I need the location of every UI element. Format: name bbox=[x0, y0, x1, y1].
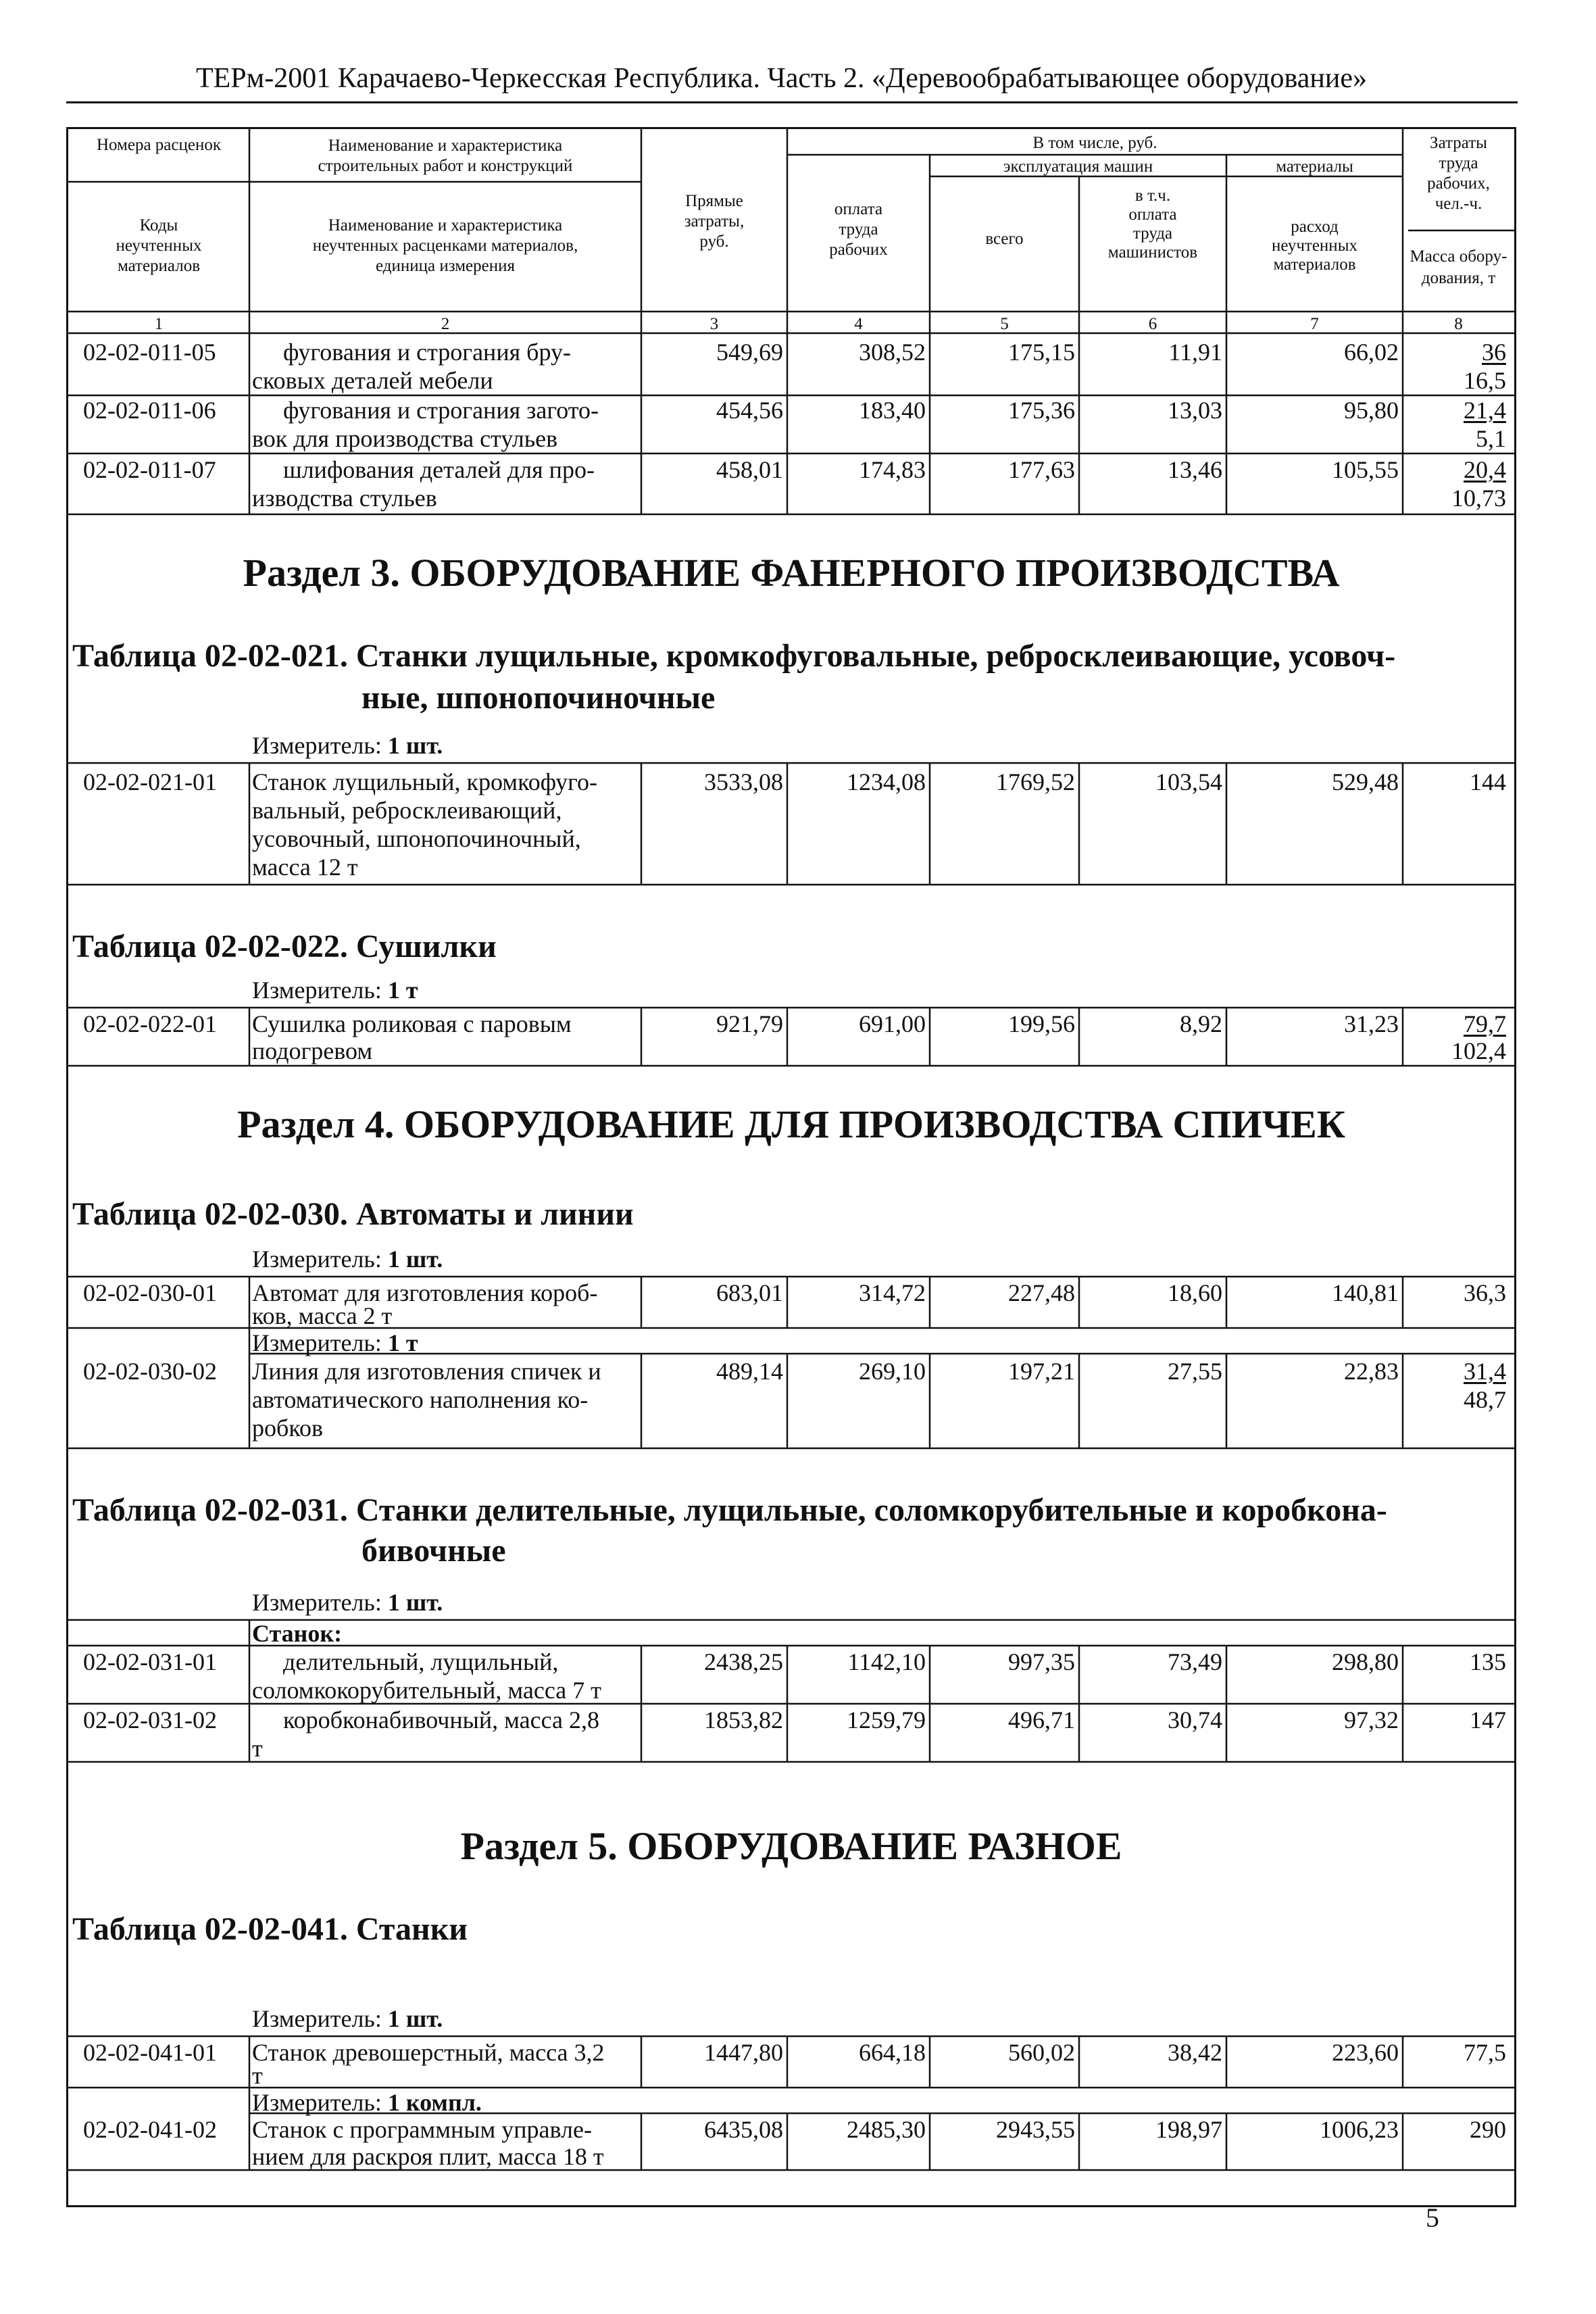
direct-cost: 3533,08 bbox=[704, 768, 783, 795]
rate-name-line2: вальный, ребросклеивающий, bbox=[252, 797, 562, 824]
col2-subheader-line3: единица измерения bbox=[375, 257, 516, 275]
col6-header-line4: машинистов bbox=[1107, 243, 1198, 262]
materials-cost: 140,81 bbox=[1332, 1279, 1399, 1306]
rate-name-line2: автоматического наполнения ко- bbox=[252, 1386, 589, 1413]
materials-cost: 97,32 bbox=[1344, 1706, 1399, 1733]
machine-total: 177,63 bbox=[1008, 456, 1075, 483]
rate-name-line2: т bbox=[252, 1735, 263, 1762]
col6-header-line2: оплата bbox=[1128, 205, 1177, 224]
materials-cost: 105,55 bbox=[1332, 456, 1399, 483]
rate-name-line1: Линия для изготовления спичек и bbox=[252, 1358, 601, 1385]
table-031-title-line1: Таблица 02-02-031. Станки делительные, лущильные, соломкорубительные и коробкона- bbox=[72, 1492, 1387, 1528]
rate-name-line1: делительный, лущильный, bbox=[283, 1648, 559, 1675]
rate-name-line2: изводства стульев bbox=[252, 485, 437, 512]
equipment-mass: 102,4 bbox=[1451, 1037, 1506, 1064]
rate-code: 02-02-021-01 bbox=[83, 768, 217, 795]
col4-header-line2: труда bbox=[839, 220, 878, 239]
machine-total: 2943,55 bbox=[996, 2116, 1075, 2143]
col7-header-line1: расход bbox=[1291, 218, 1339, 236]
materials-cost: 298,80 bbox=[1332, 1648, 1399, 1675]
machine-total: 199,56 bbox=[1008, 1010, 1075, 1037]
col1-header: Номера расценок bbox=[96, 136, 222, 154]
table-031-measure bbox=[252, 1590, 443, 1615]
machine-total: 560,02 bbox=[1008, 2039, 1075, 2066]
measure-value: 1 шт. bbox=[387, 2005, 443, 2032]
machine-total: 175,15 bbox=[1008, 339, 1075, 366]
column-number-7: 7 bbox=[1310, 315, 1319, 333]
rate-name-line2: ков, масса 2 т bbox=[252, 1302, 393, 1329]
page-number: 5 bbox=[1426, 2202, 1439, 2233]
column-number-2: 2 bbox=[441, 315, 450, 333]
col3-header-line2: затраты, bbox=[684, 212, 745, 230]
labor-cost: 308,52 bbox=[859, 339, 926, 366]
rate-code: 02-02-031-01 bbox=[83, 1648, 217, 1675]
rate-name-line1: Станок лущильный, кромкофуго- bbox=[252, 768, 598, 795]
group-header: В том числе, руб. bbox=[1032, 134, 1157, 152]
materials-cost: 223,60 bbox=[1332, 2039, 1399, 2066]
section-4-title: Раздел 4. ОБОРУДОВАНИЕ ДЛЯ ПРОИЗВОДСТВА СПИЧЕК bbox=[237, 1102, 1345, 1146]
labor-cost: 1259,79 bbox=[847, 1706, 926, 1733]
rate-code: 02-02-031-02 bbox=[83, 1706, 217, 1733]
col8-subheader-line1: Масса обору- bbox=[1410, 247, 1507, 266]
machinist-labor: 198,97 bbox=[1155, 2116, 1222, 2143]
machinist-labor: 103,54 bbox=[1155, 768, 1222, 795]
materials-cost: 66,02 bbox=[1344, 339, 1399, 366]
materials-cost: 95,80 bbox=[1344, 397, 1399, 424]
rate-code: 02-02-041-01 bbox=[83, 2039, 217, 2066]
rate-code: 02-02-030-02 bbox=[83, 1358, 217, 1385]
machinist-labor: 13,03 bbox=[1168, 397, 1222, 424]
measure-value: 1 шт. bbox=[387, 1589, 443, 1616]
direct-cost: 454,56 bbox=[716, 397, 783, 424]
rate-name-line1: фугования и строгания загото- bbox=[283, 397, 599, 424]
column-number-1: 1 bbox=[154, 315, 164, 333]
measure-label: Измеритель: bbox=[252, 732, 382, 759]
measure-label: Измеритель: bbox=[252, 1329, 382, 1356]
materials-cost: 31,23 bbox=[1344, 1010, 1399, 1037]
table-041-measure-2 bbox=[252, 2090, 482, 2115]
column-number-8: 8 bbox=[1454, 315, 1463, 333]
rate-name-line1: коробконабивочный, масса 2,8 bbox=[283, 1706, 599, 1733]
rate-name-line1: Станок древошерстный, масса 3,2 bbox=[252, 2039, 605, 2066]
materials-subheader: материалы bbox=[1276, 157, 1353, 176]
machines-subheader: эксплуатация машин bbox=[1003, 157, 1153, 176]
machinist-labor: 30,74 bbox=[1168, 1706, 1222, 1733]
labor-hours: 20,4 bbox=[1464, 456, 1506, 483]
rate-name-line1: шлифования деталей для про- bbox=[283, 456, 595, 483]
labor-hours: 135 bbox=[1470, 1648, 1506, 1675]
labor-hours: 147 bbox=[1470, 1706, 1506, 1733]
col3-header-line3: руб. bbox=[699, 232, 729, 251]
machine-total: 997,35 bbox=[1008, 1648, 1075, 1675]
col4-header-line3: рабочих bbox=[829, 241, 888, 259]
equipment-mass: 16,5 bbox=[1464, 367, 1506, 394]
rate-name-line2: подогревом bbox=[252, 1037, 373, 1064]
measure-label: Измеритель: bbox=[252, 977, 382, 1004]
col6-header-line3: труда bbox=[1132, 224, 1173, 243]
machinist-labor: 18,60 bbox=[1168, 1279, 1222, 1306]
rate-name-line3: усовочный, шпонопочиночный, bbox=[252, 825, 581, 852]
col8-subheader-line2: дования, т bbox=[1421, 269, 1496, 287]
rate-name-line1: фугования и строгания бру- bbox=[283, 339, 571, 366]
col2-header-line1: Наименование и характеристика bbox=[328, 137, 563, 155]
direct-cost: 1853,82 bbox=[704, 1706, 783, 1733]
col5-header: всего bbox=[985, 230, 1024, 248]
direct-cost: 458,01 bbox=[716, 456, 783, 483]
table-030-measure-2 bbox=[252, 1331, 418, 1355]
labor-cost: 314,72 bbox=[859, 1279, 926, 1306]
col7-header-line3: материалов bbox=[1273, 255, 1356, 274]
table-031-subheading: Станок: bbox=[252, 1620, 343, 1647]
labor-cost: 691,00 bbox=[859, 1010, 926, 1037]
rate-code: 02-02-041-02 bbox=[83, 2116, 217, 2143]
col2-subheader-line2: неучтенных расценками материалов, bbox=[312, 237, 578, 255]
table-021-title-line1: Таблица 02-02-021. Станки лущильные, кромкофуговальные, ребросклеивающие, усовоч- bbox=[72, 638, 1396, 674]
direct-cost: 921,79 bbox=[716, 1010, 783, 1037]
equipment-mass: 48,7 bbox=[1464, 1386, 1506, 1413]
direct-cost: 6435,08 bbox=[704, 2116, 783, 2143]
machinist-labor: 11,91 bbox=[1168, 339, 1222, 366]
col7-header-line2: неучтенных bbox=[1271, 237, 1357, 255]
column-number-6: 6 bbox=[1148, 315, 1157, 333]
col8-header-line1: Затраты bbox=[1430, 134, 1487, 152]
col3-header-line1: Прямые bbox=[685, 192, 743, 210]
machinist-labor: 27,55 bbox=[1168, 1358, 1222, 1385]
labor-cost: 1234,08 bbox=[847, 768, 926, 795]
rate-name-line2: соломкокорубительный, масса 7 т bbox=[252, 1677, 601, 1704]
table-041-title: Таблица 02-02-041. Станки bbox=[72, 1911, 468, 1947]
machine-total: 197,21 bbox=[1008, 1358, 1075, 1385]
col1-subheader-line1: Коды bbox=[139, 216, 178, 235]
measure-value: 1 шт. bbox=[387, 732, 443, 759]
table-021-measure bbox=[252, 733, 443, 758]
measure-label: Измеритель: bbox=[252, 1246, 382, 1273]
labor-cost: 269,10 bbox=[859, 1358, 926, 1385]
table-041-measure-1 bbox=[252, 2007, 443, 2031]
rate-name-line4: масса 12 т bbox=[252, 854, 358, 881]
rate-code: 02-02-022-01 bbox=[83, 1010, 217, 1037]
labor-hours: 21,4 bbox=[1464, 397, 1506, 424]
rate-code: 02-02-011-06 bbox=[83, 397, 216, 424]
column-number-3: 3 bbox=[709, 315, 719, 333]
machine-total: 1769,52 bbox=[996, 768, 1075, 795]
measure-value: 1 шт. bbox=[387, 1246, 443, 1273]
labor-cost: 2485,30 bbox=[847, 2116, 926, 2143]
labor-cost: 174,83 bbox=[859, 456, 926, 483]
rate-name-line2: вок для производства стульев bbox=[252, 425, 558, 452]
page-header: ТЕРм-2001 Карачаево-Черкесская Республика. Часть 2. «Деревообрабатывающее оборудование» bbox=[196, 63, 1368, 94]
col8-header-line2: труда bbox=[1439, 154, 1478, 172]
rate-code: 02-02-011-07 bbox=[83, 456, 216, 483]
direct-cost: 2438,25 bbox=[704, 1648, 783, 1675]
col6-header-line1: в т.ч. bbox=[1134, 187, 1171, 205]
machinist-labor: 8,92 bbox=[1180, 1010, 1222, 1037]
col1-subheader-line3: материалов bbox=[117, 257, 201, 275]
machinist-labor: 13,46 bbox=[1168, 456, 1222, 483]
rates-document bbox=[66, 127, 1516, 2207]
table-021-title-line2: ные, шпонопочиночные bbox=[361, 680, 716, 716]
materials-cost: 529,48 bbox=[1332, 768, 1399, 795]
rate-name-line2: сковых деталей мебели bbox=[252, 367, 493, 394]
labor-cost: 664,18 bbox=[859, 2039, 926, 2066]
measure-value: 1 т bbox=[387, 1329, 418, 1356]
materials-cost: 22,83 bbox=[1344, 1358, 1399, 1385]
measure-value: 1 т bbox=[387, 977, 418, 1004]
labor-cost: 183,40 bbox=[859, 397, 926, 424]
labor-hours: 36 bbox=[1482, 339, 1506, 366]
section-5-title: Раздел 5. ОБОРУДОВАНИЕ РАЗНОЕ bbox=[460, 1824, 1122, 1868]
column-number-5: 5 bbox=[1000, 315, 1009, 333]
rate-name-line2: нием для раскроя плит, масса 18 т bbox=[252, 2143, 604, 2170]
machinist-labor: 73,49 bbox=[1168, 1648, 1222, 1675]
rate-name-line1: Автомат для изготовления короб- bbox=[252, 1279, 598, 1306]
col1-subheader-line2: неучтенных bbox=[116, 237, 202, 255]
col2-subheader-line1: Наименование и характеристика bbox=[328, 216, 563, 235]
rate-name-line1: Станок с программным управле- bbox=[252, 2116, 592, 2143]
col8-header-line3: рабочих, bbox=[1427, 174, 1490, 193]
table-030-measure-1 bbox=[252, 1247, 443, 1271]
col8-header-line4: чел.-ч. bbox=[1435, 195, 1482, 213]
machine-total: 175,36 bbox=[1008, 397, 1075, 424]
measure-label: Измеритель: bbox=[252, 2005, 382, 2032]
labor-cost: 1142,10 bbox=[847, 1648, 926, 1675]
labor-hours: 31,4 bbox=[1464, 1358, 1506, 1385]
rate-name-line1: Сушилка роликовая с паровым bbox=[252, 1010, 572, 1037]
machine-total: 227,48 bbox=[1008, 1279, 1075, 1306]
labor-hours: 79,7 bbox=[1464, 1010, 1506, 1037]
materials-cost: 1006,23 bbox=[1320, 2116, 1399, 2143]
rate-code: 02-02-030-01 bbox=[83, 1279, 217, 1306]
rate-code: 02-02-011-05 bbox=[83, 339, 216, 366]
direct-cost: 1447,80 bbox=[704, 2039, 783, 2066]
table-022-measure bbox=[252, 978, 418, 1002]
section-3-title: Раздел 3. ОБОРУДОВАНИЕ ФАНЕРНОГО ПРОИЗВОДСТВА bbox=[243, 551, 1340, 595]
col4-header-line1: оплата bbox=[834, 200, 883, 218]
equipment-mass: 10,73 bbox=[1451, 485, 1506, 512]
col2-header-line2: строительных работ и конструкций bbox=[318, 157, 573, 175]
header-rule bbox=[66, 101, 1518, 103]
equipment-mass: 5,1 bbox=[1476, 425, 1506, 452]
rate-name-line2: т bbox=[252, 2062, 263, 2089]
measure-label: Измеритель: bbox=[252, 1589, 382, 1616]
table-031-title-line2: бивочные bbox=[361, 1533, 506, 1569]
machine-total: 496,71 bbox=[1008, 1706, 1075, 1733]
labor-hours: 290 bbox=[1470, 2116, 1506, 2143]
labor-hours: 36,3 bbox=[1464, 1279, 1506, 1306]
labor-hours: 144 bbox=[1470, 768, 1506, 795]
measure-label: Измеритель: bbox=[252, 2089, 382, 2116]
direct-cost: 489,14 bbox=[716, 1358, 783, 1385]
labor-hours: 77,5 bbox=[1464, 2039, 1506, 2066]
measure-value: 1 компл. bbox=[387, 2089, 482, 2116]
rate-name-line3: робков bbox=[252, 1414, 323, 1442]
table-030-title: Таблица 02-02-030. Автоматы и линии bbox=[72, 1196, 634, 1232]
column-number-4: 4 bbox=[854, 315, 863, 333]
direct-cost: 549,69 bbox=[716, 339, 783, 366]
direct-cost: 683,01 bbox=[716, 1279, 783, 1306]
machinist-labor: 38,42 bbox=[1168, 2039, 1222, 2066]
table-022-title: Таблица 02-02-022. Сушилки bbox=[72, 929, 497, 964]
